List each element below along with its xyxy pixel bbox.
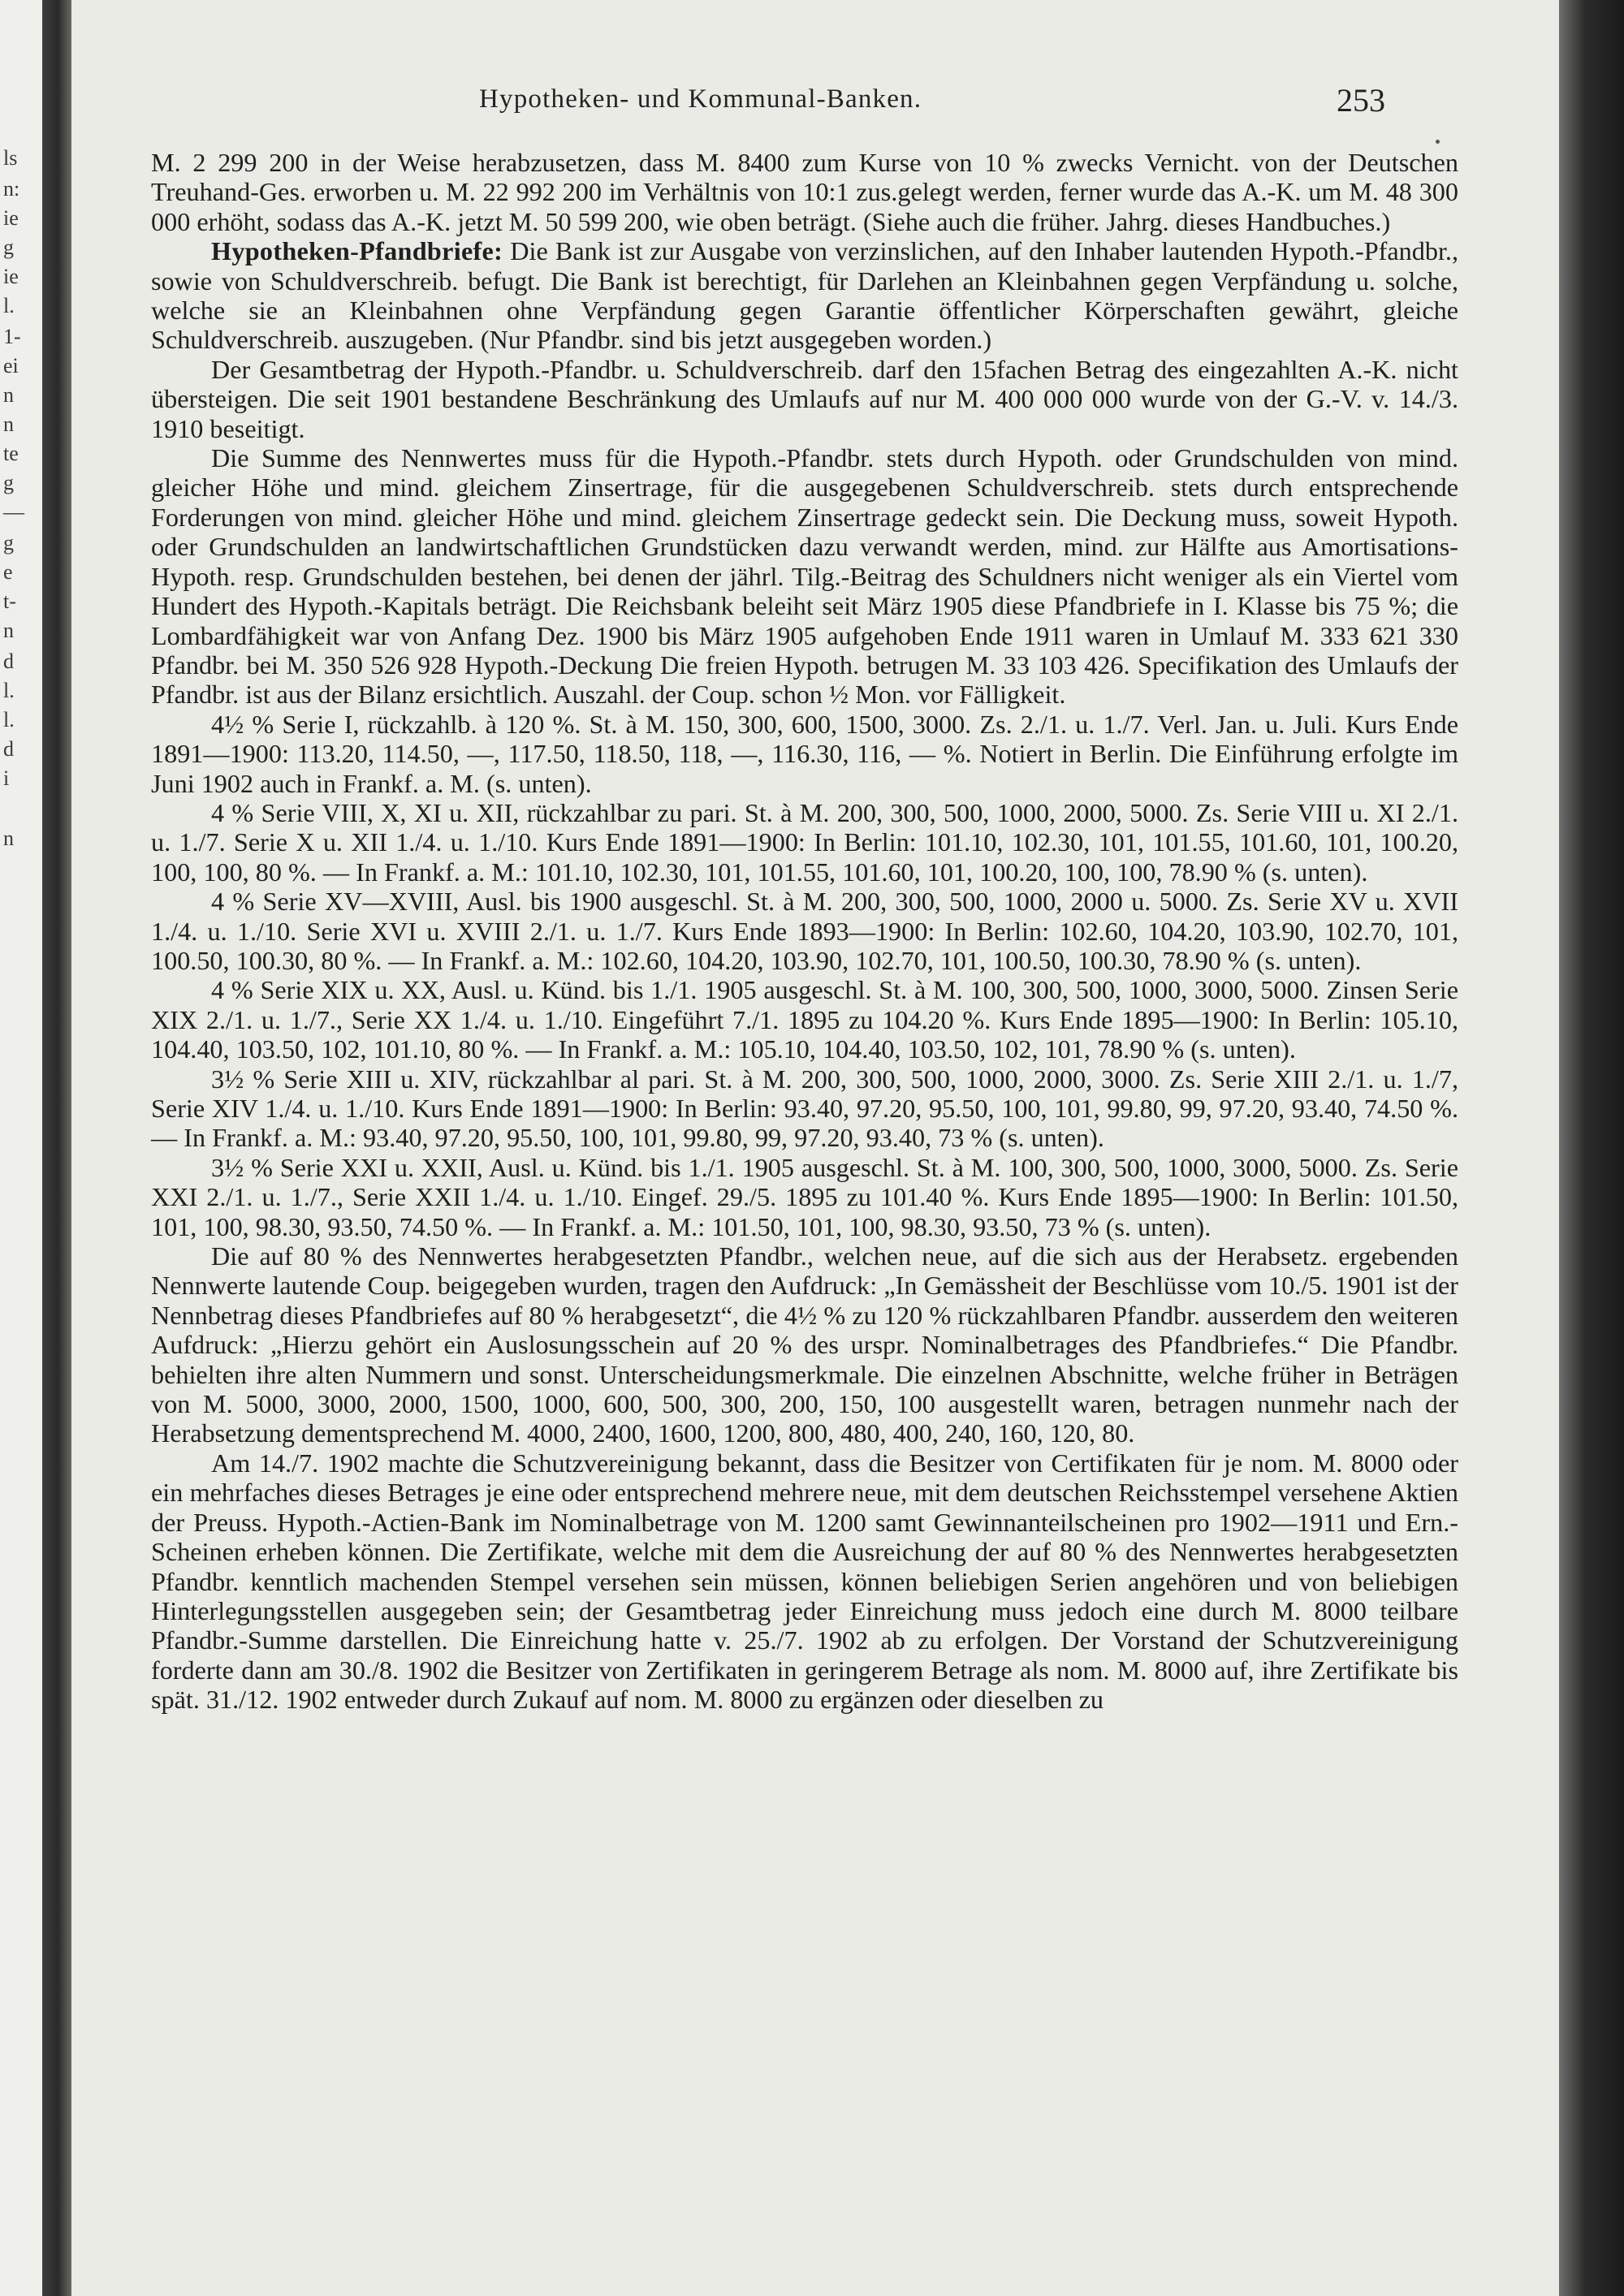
paragraph <box>151 1153 1458 1241</box>
margin-fragment: d <box>3 737 14 761</box>
margin-fragment: n <box>3 826 14 850</box>
margin-fragment: t- <box>3 589 16 613</box>
binding-gutter <box>42 0 71 2296</box>
margin-fragment: l. <box>3 294 15 317</box>
margin-fragment: n: <box>3 177 20 201</box>
paragraph-text: Der Gesamtbetrag der Hypoth.-Pfandbr. u. Schuldverschreib. darf den 15fachen Betrag des eingezahlten A.-K. nicht übersteigen. Die seit 1901 bestandene Beschränkung des Umlaufs auf nur M. 400 000 000 wurde von der G.-V. v. 14./3. 1910 beseitigt. <box>151 354 1458 443</box>
paragraph <box>151 975 1458 1064</box>
paragraph <box>151 710 1458 798</box>
paragraph-text: Die Bank ist zur Ausgabe von verzinslichen, auf den Inhaber lautenden Hypoth.-Pfandbr., sowie von Schuldverschreib. befugt. Die Bank ist berechtigt, für Darlehen an Kleinbahnen gegen Verpfändung u. solche, welche sie an Kleinbahnen ohne Verpfändung gegen Garantie öffentlicher Körperschaften gewährt, gleiche Schuldverschreib. auszugeben. (Nur Pfandbr. sind bis jetzt ausgegeben worden.) <box>151 236 1458 355</box>
paragraph <box>151 236 1458 355</box>
margin-fragment: ei <box>3 354 19 378</box>
paragraph <box>151 887 1458 975</box>
paragraph-text: Die auf 80 % des Nennwertes herabgesetzten Pfandbr., welchen neue, auf die sich aus der Herabsetz. ergebenden Nennwerte lautende Coup. beigegeben wurden, tragen den Aufdruck: „In Gemässheit der Beschlüsse vom 10./5. 1901 ist der Nennbetrag dieses Pfandbriefes auf 80 % herabgesetzt“, die 4½ % zu 120 % rückzahlbaren Pfandbr. ausserdem den weiteren Aufdruck: „Hierzu gehört ein Auslosungsschein auf 20 % des urspr. Nominalbetrages des Pfandbriefes.“ Die Pfandbr. behielten ihre alten Nummern und sonst. Unterscheidungsmerkmale. Die einzelnen Abschnitte, welche früher in Beträgen von M. 5000, 3000, 2000, 1500, 1000, 600, 500, 300, 200, 150, 100 ausgestellt waren, betragen nunmehr nach der Herabsetzung dementsprechend M. 4000, 2400, 1600, 1200, 800, 480, 400, 240, 160, 120, 80. <box>151 1241 1458 1448</box>
margin-fragment: ie <box>3 206 19 230</box>
paragraph-text: 3½ % Serie XXI u. XXII, Ausl. u. Künd. bis 1./1. 1905 ausgeschl. St. à M. 100, 300, 500, 1000, 3000, 5000. Zs. Serie XXI 2./1. u. 1./7., Serie XXII 1./4. u. 1./10. Eingef. 29./5. 1895 zu 101.40 %. Kurs Ende 1895—1900: In Berlin: 101.50, 101, 100, 98.30, 93.50, 74.50 %. — In Frankf. a. M.: 101.50, 101, 100, 98.30, 93.50, 73 % (s. unten). <box>151 1152 1458 1241</box>
paragraph-text: 4 % Serie XV—XVIII, Ausl. bis 1900 ausgeschl. St. à M. 200, 300, 500, 1000, 2000 u. 5000. Zs. Serie XV u. XVII 1./4. u. 1./10. Serie XVI u. XVIII 2./1. u. 1./7. Kurs Ende 1893—1900: In Berlin: 102.60, 104.20, 103.90, 102.70, 101, 100.50, 100.30, 80 %. — In Frankf. a. M.: 102.60, 104.20, 103.90, 102.70, 101, 100.50, 100.30, 78.90 % (s. unten). <box>151 887 1458 975</box>
margin-fragment: 1- <box>3 325 21 348</box>
paragraph-text: Am 14./7. 1902 machte die Schutzvereinigung bekannt, dass die Besitzer von Certifikaten für je nom. M. 8000 oder ein mehrfaches dieses Betrages je eine oder entsprechend mehrere neue, mit dem deutschen Reichsstempel versehene Aktien der Preuss. Hypoth.-Actien-Bank im Nominalbetrage von M. 1200 samt Gewinnanteilscheinen pro 1902—1911 und Ern.-Scheinen erheben können. Die Zertifikate, welche mit dem die Ausreichung der auf 80 % des Nennwertes herabgesetzten Pfandbr. kenntlich machenden Stempel versehen sein müssen, können beliebigen Serien angehören und von beliebigen Hinterlegungsstellen ausgegeben sein; der Gesamtbetrag jeder Einreichung muss jedoch eine durch M. 8000 teilbare Pfandbr.-Summe darstellen. Die Einreichung hatte v. 25./7. 1902 ab zu erfolgen. Der Vorstand der Schutzvereinigung forderte dann am 30./8. 1902 die Besitzer von Zertifikaten in geringerem Betrage als nom. M. 8000 auf, ihre Zertifikate bis spät. 31./12. 1902 entweder durch Zukauf auf nom. M. 8000 zu ergänzen oder dieselben zu <box>151 1448 1458 1715</box>
margin-fragment: n <box>3 383 14 407</box>
paragraph-text: 4½ % Serie I, rückzahlb. à 120 %. St. à M. 150, 300, 600, 1500, 3000. Zs. 2./1. u. 1./7. Verl. Jan. u. Juli. Kurs Ende 1891—1900: 113.20, 114.50, —, 117.50, 118.50, 118, —, 116.30, 116, — %. Notiert in Berlin. Die Einführung erfolgte im Juni 1902 auch in Frankf. a. M. (s. unten). <box>151 709 1458 798</box>
paragraph-text: M. 2 299 200 in der Weise herabzusetzen, dass M. 8400 zum Kurse von 10 % zwecks Vernicht. von der Deutschen Treuhand-Ges. erworben u. M. 22 992 200 im Verhältnis von 10:1 zus.gelegt werden, ferner wurde das A.-K. um M. 48 300 000 erhöht, sodass das A.-K. jetzt M. 50 599 200, wie oben beträgt. (Siehe auch die früher. Jahrg. dieses Handbuches.) <box>151 148 1458 236</box>
section-heading: Hypotheken-Pfandbriefe: <box>211 236 503 266</box>
paragraph <box>151 355 1458 443</box>
margin-fragment: l. <box>3 708 15 732</box>
margin-fragment: d <box>3 650 14 673</box>
page-edge-shadow <box>1559 0 1624 2296</box>
margin-fragment: g <box>3 531 14 555</box>
paragraph <box>151 798 1458 887</box>
margin-fragment: g <box>3 235 14 259</box>
margin-fragment: te <box>3 442 19 465</box>
paragraph <box>151 443 1458 710</box>
margin-fragment: n <box>3 412 14 436</box>
page-number: 253 <box>1337 82 1385 119</box>
paragraph <box>151 148 1458 236</box>
margin-fragment: g <box>3 471 14 494</box>
running-head <box>71 84 1559 123</box>
margin-fragment: — <box>3 500 24 524</box>
running-title: Hypotheken- und Kommunal-Banken. <box>479 84 922 114</box>
margin-fragment: l. <box>3 679 15 702</box>
adjacent-page-margin <box>0 0 42 2296</box>
paragraph-text: 4 % Serie XIX u. XX, Ausl. u. Künd. bis 1./1. 1905 ausgeschl. St. à M. 100, 300, 500, 1000, 3000, 5000. Zinsen Serie XIX 2./1. u. 1./7., Serie XX 1./4. u. 1./10. Eingeführt 7./1. 1895 zu 104.20 %. Kurs Ende 1895—1900: In Berlin: 105.10, 104.40, 103.50, 102, 101.10, 80 %. — In Frankf. a. M.: 105.10, 104.40, 103.50, 102, 101, 78.90 % (s. unten). <box>151 975 1458 1064</box>
paragraph-text: 3½ % Serie XIII u. XIV, rückzahlbar al pari. St. à M. 200, 300, 500, 1000, 2000, 3000. Zs. Serie XIII 2./1. u. 1./7, Serie XIV 1./4. u. 1./10. Kurs Ende 1891—1900: In Berlin: 93.40, 97.20, 95.50, 100, 101, 99.80, 99, 97.20, 93.40, 74.50 %. — In Frankf. a. M.: 93.40, 97.20, 95.50, 100, 101, 99.80, 99, 97.20, 93.40, 73 % (s. unten). <box>151 1064 1458 1153</box>
margin-fragment: i <box>3 766 10 790</box>
scan-speck <box>1436 140 1440 144</box>
paragraph <box>151 1448 1458 1715</box>
margin-fragment: n <box>3 619 14 642</box>
margin-fragment: ls <box>3 146 18 170</box>
margin-fragment: ie <box>3 265 19 288</box>
paragraph-text: Die Summe des Nennwertes muss für die Hypoth.-Pfandbr. stets durch Hypoth. oder Grundschulden von mind. gleicher Höhe und mind. gleichem Zinsertrage, für die ausgegebenen Schuldverschreib. stets durch entsprechende Forderungen von mind. gleicher Höhe und mind. gleichem Zinsertrage gedeckt sein. Die Deckung muss, soweit Hypoth. oder Grundschulden an landwirtschaftlichen Grundstücken dazu verwandt werden, mind. zur Hälfte aus Amortisations-Hypoth. resp. Grundschulden bestehen, bei denen der jährl. Tilg.-Beitrag des Schuldners nicht weniger als ein Viertel vom Hundert des Hypoth.-Kapitals beträgt. Die Reichsbank beleiht seit März 1905 diese Pfandbriefe in I. Klasse bis 75 %; die Lombardfähigkeit war von Anfang Dez. 1900 bis März 1905 aufgehoben Ende 1911 waren in Umlauf M. 333 621 330 Pfandbr. bei M. 350 526 928 Hypoth.-Deckung Die freien Hypoth. betrugen M. 33 103 426. Specifikation des Umlaufs der Pfandbr. ist aus der Bilanz ersichtlich. Auszahl. der Coup. schon ½ Mon. vor Fälligkeit. <box>151 443 1458 710</box>
paragraph <box>151 1241 1458 1448</box>
paragraph-text: 4 % Serie VIII, X, XI u. XII, rückzahlbar zu pari. St. à M. 200, 300, 500, 1000, 2000, 5000. Zs. Serie VIII u. XI 2./1. u. 1./7. Serie X u. XII 1./4. u. 1./10. Kurs Ende 1891—1900: In Berlin: 101.10, 102.30, 101, 101.55, 101.60, 101, 100.20, 100, 100, 80 %. — In Frankf. a. M.: 101.10, 102.30, 101, 101.55, 101.60, 101, 100.20, 100, 100, 78.90 % (s. unten). <box>151 797 1458 887</box>
body-text <box>151 148 1458 1715</box>
margin-fragment: e <box>3 560 13 584</box>
book-page <box>71 0 1559 2296</box>
paragraph <box>151 1064 1458 1153</box>
